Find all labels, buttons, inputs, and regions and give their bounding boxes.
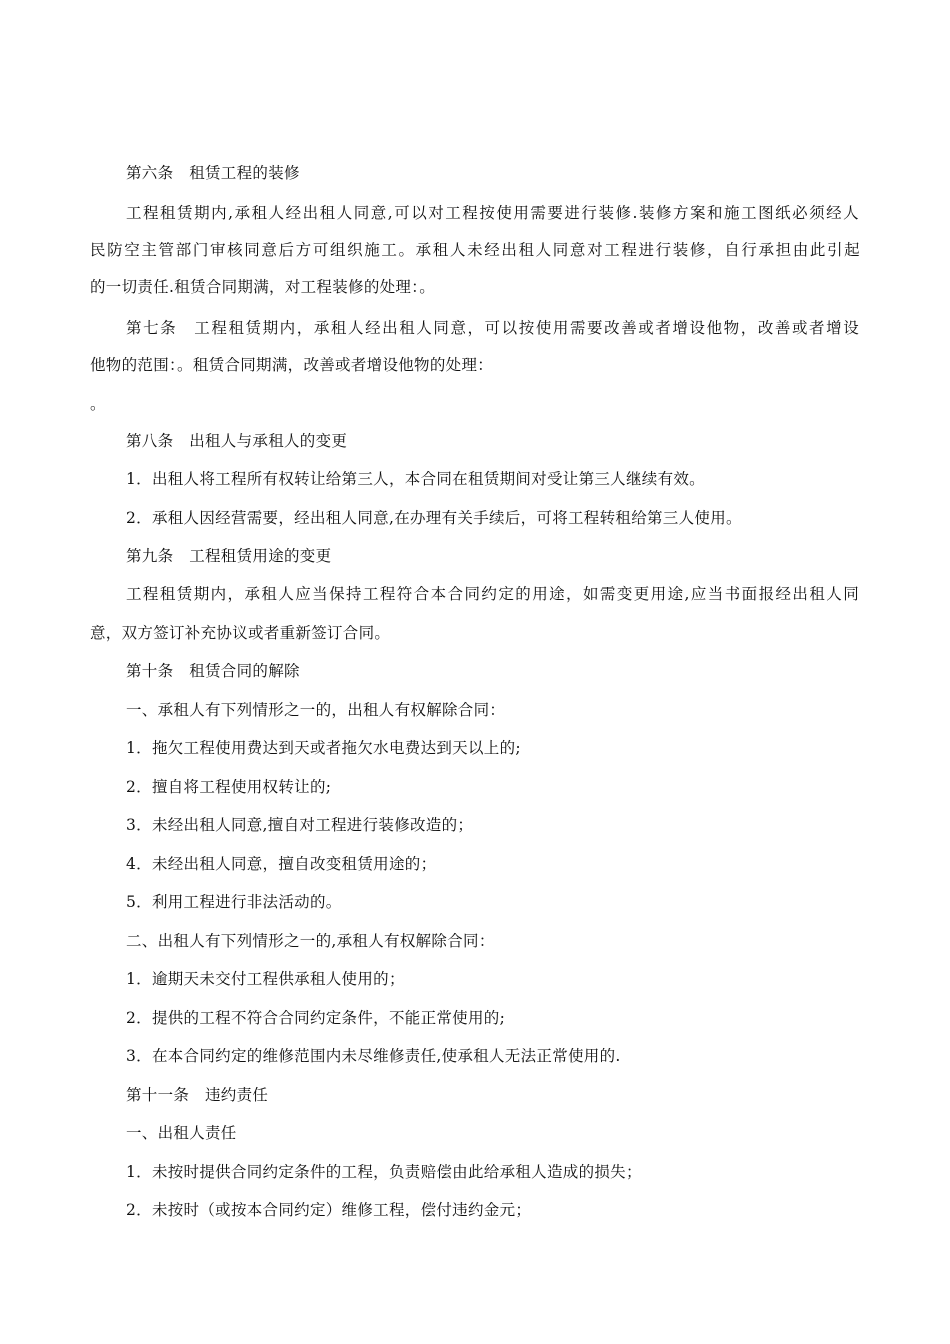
article-10-section-1: 一、承租人有下列情形之一的，出租人有权解除合同： — [126, 701, 506, 719]
article-6-paragraph-line-3: 的一切责任.租赁合同期满，对工程装修的处理：。 — [90, 278, 436, 296]
article-6-heading: 第六条 租赁工程的装修 — [126, 164, 300, 182]
article-8-item-1: 1．出租人将工程所有权转让给第三人，本合同在租赁期间对受让第三人继续有效。 — [126, 470, 705, 488]
article-10-section-2-item-1: 1．逾期天未交付工程供承租人使用的； — [126, 970, 405, 988]
article-11-heading: 第十一条 违约责任 — [126, 1086, 269, 1104]
article-10-section-1-item-3: 3．未经出租人同意,擅自对工程进行装修改造的； — [126, 816, 474, 834]
article-10-heading: 第十条 租赁合同的解除 — [126, 662, 300, 680]
article-8-heading: 第八条 出租人与承租人的变更 — [126, 432, 348, 450]
article-11-section-1: 一、出租人责任 — [126, 1124, 237, 1142]
article-9-paragraph-line-1: 工程租赁期内，承租人应当保持工程符合本合同约定的用途，如需变更用途,应当书面报经出租人同 — [126, 585, 859, 603]
article-7-paragraph-line-3: 。 — [90, 395, 106, 413]
article-7-paragraph-line-1: 第七条 工程租赁期内，承租人经出租人同意，可以按使用需要改善或者增设他物，改善或者增设 — [126, 319, 859, 337]
article-10-section-1-item-4: 4．未经出租人同意，擅自改变租赁用途的； — [126, 855, 437, 873]
article-9-paragraph-line-2: 意，双方签订补充协议或者重新签订合同。 — [90, 624, 391, 642]
article-10-section-2-item-3: 3．在本合同约定的维修范围内未尽维修责任,使承租人无法正常使用的. — [126, 1047, 621, 1065]
article-7-paragraph-line-2: 他物的范围：。租赁合同期满，改善或者增设他物的处理： — [90, 356, 494, 374]
article-10-section-2-item-2: 2．提供的工程不符合合同约定条件，不能正常使用的; — [126, 1009, 506, 1027]
article-10-section-1-item-5: 5．利用工程进行非法活动的。 — [126, 893, 342, 911]
article-11-section-1-item-1: 1．未按时提供合同约定条件的工程，负责赔偿由此给承租人造成的损失； — [126, 1163, 642, 1181]
article-10-section-1-item-1: 1．拖欠工程使用费达到天或者拖欠水电费达到天以上的; — [126, 739, 521, 757]
article-6-paragraph-line-2: 民防空主管部门审核同意后方可组织施工。承租人未经出租人同意对工程进行装修，自行承担由此引起 — [90, 241, 860, 259]
article-11-section-1-item-2: 2．未按时（或按本合同约定）维修工程，偿付违约金元； — [126, 1201, 532, 1219]
article-9-heading: 第九条 工程租赁用途的变更 — [126, 547, 332, 565]
article-6-paragraph-line-1: 工程租赁期内,承租人经出租人同意,可以对工程按使用需要进行装修.装修方案和施工图纸必须经人 — [126, 204, 859, 222]
article-10-section-1-item-2: 2．擅自将工程使用权转让的; — [126, 778, 332, 796]
article-8-item-2: 2．承租人因经营需要，经出租人同意,在办理有关手续后，可将工程转租给第三人使用。 — [126, 509, 742, 527]
article-10-section-2: 二、出租人有下列情形之一的,承租人有权解除合同： — [126, 932, 495, 950]
